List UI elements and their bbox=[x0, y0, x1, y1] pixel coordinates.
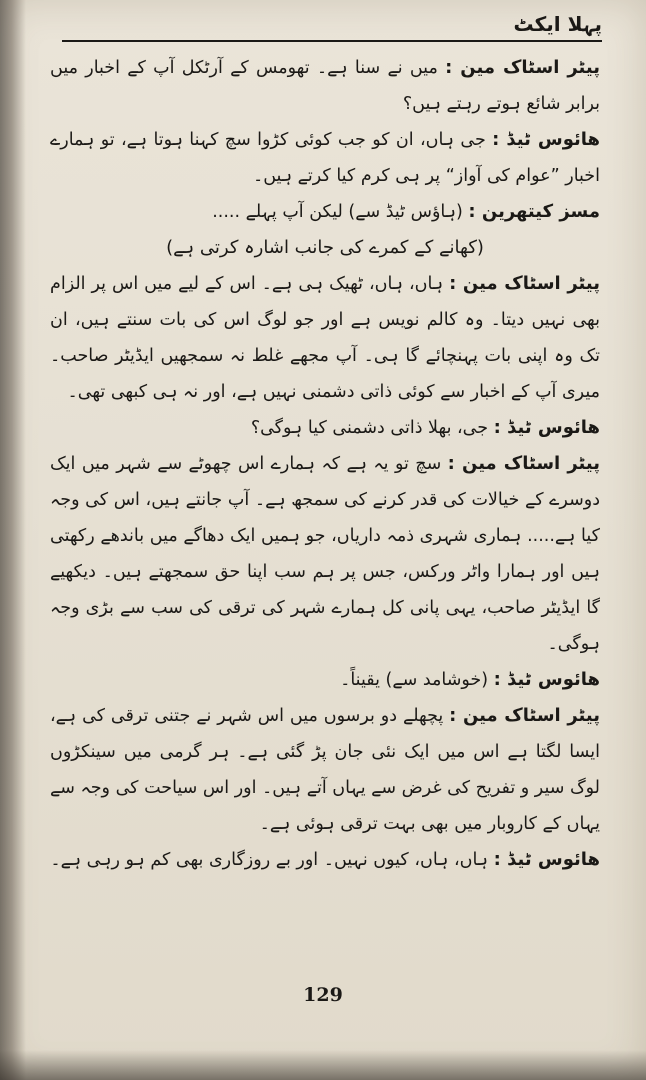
dialogue-paragraph-5 bbox=[50, 266, 600, 410]
dialogue-paragraph-6 bbox=[50, 410, 600, 446]
speaker-name: ھائوس ٹیڈ : bbox=[493, 417, 600, 438]
dialogue-text: ہاں، ہاں، کیوں نہیں۔ اور بے روزگاری بھی کم ہو رہی ہے۔ bbox=[50, 850, 489, 870]
running-head: پہلا ایکٹ bbox=[513, 12, 602, 36]
header-rule bbox=[62, 40, 602, 42]
speaker-name: پیٹر اسٹاک مین : bbox=[449, 273, 601, 294]
dialogue-paragraph-10 bbox=[50, 842, 600, 878]
stage-direction: (کھانے کے کمرے کی جانب اشارہ کرتی ہے) bbox=[166, 237, 484, 258]
dialogue-paragraph-7 bbox=[50, 446, 600, 662]
dialogue-text: (خوشامد سے) یقیناً۔ bbox=[340, 670, 489, 690]
speaker-name: ھائوس ٹیڈ : bbox=[493, 849, 600, 870]
dialogue-paragraph-9 bbox=[50, 698, 600, 842]
dialogue-paragraph-8 bbox=[50, 662, 600, 698]
dialogue-paragraph-3 bbox=[50, 194, 600, 230]
dialogue-paragraph-1 bbox=[50, 50, 600, 122]
speaker-name: پیٹر اسٹاک مین : bbox=[445, 57, 600, 78]
dialogue-text: ہاں، ہاں، ٹھیک ہی ہے۔ اس کے لیے میں اس پر الزام بھی نہیں دیتا۔ وہ کالم نویس ہے اور جو لوگ اس کی بات سنتے ہیں، ان تک وہ اپنی بات پہنچائے گا ہی۔ آپ مجھے غلط نہ سمجھیں ایڈیٹر صاحب۔ میری آپ کے اخبار سے کوئی ذاتی دشمنی نہیں ہے، اور نہ ہی کبھی تھی۔ bbox=[50, 274, 600, 402]
page-header bbox=[62, 6, 602, 42]
page-bottom-shadow bbox=[0, 1050, 646, 1080]
speaker-name: مسز کیتھرین : bbox=[468, 201, 600, 222]
dialogue-text: سچ تو یہ ہے کہ ہمارے اس چھوٹے سے شہر میں ایک دوسرے کے خیالات کی قدر کرنے کی سمجھ ہے۔ آپ جانتے ہیں، اس کی وجہ کیا ہے..... ہماری شہری ذمہ داریاں، جو ہمیں ایک دھاگے میں باندھے رکھتی ہیں اور ہمارا واٹر ورکس، جس پر ہم سب اپنا حق سمجھتے ہیں۔ دیکھیے گا ایڈیٹر صاحب، یہی پانی کل ہمارے شہر کی ترقی کی سب سے بڑی وجہ ہوگی۔ bbox=[50, 454, 600, 654]
dialogue-text: (ہاؤس ٹیڈ سے) لیکن آپ پہلے ..... bbox=[212, 202, 463, 222]
dialogue-text: جی ہاں، ان کو جب کوئی کڑوا سچ کہنا ہوتا ہے، تو ہمارے اخبار ”عوام کی آواز“ پر ہی کرم کیا کرتے ہیں۔ bbox=[50, 130, 600, 186]
speaker-name: پیٹر اسٹاک مین : bbox=[449, 705, 600, 726]
speaker-name: ھائوس ٹیڈ : bbox=[492, 129, 600, 150]
dialogue-text: جی، بھلا ذاتی دشمنی کیا ہوگی؟ bbox=[250, 418, 489, 438]
dialogue-text: میں نے سنا ہے۔ تھومس کے آرٹکل آپ کے اخبار میں برابر شائع ہوتے رہتے ہیں؟ bbox=[50, 58, 600, 114]
dialogue-text: پچھلے دو برسوں میں اس شہر نے جتنی ترقی کی ہے، ایسا لگتا ہے اس میں ایک نئی جان پڑ گئی ہے۔ ہر گرمی میں سینکڑوں لوگ سیر و تفریح کی غرض سے یہاں آتے ہیں۔ اور اس سیاحت کی وجہ سے یہاں کے کاروبار میں بھی بہت ترقی ہوئی ہے۔ bbox=[50, 706, 600, 834]
page-number: 129 bbox=[303, 984, 343, 1006]
page-gutter-shadow bbox=[0, 0, 26, 1080]
play-text bbox=[50, 50, 600, 878]
speaker-name: پیٹر اسٹاک مین : bbox=[447, 453, 600, 474]
dialogue-paragraph-2 bbox=[50, 122, 600, 194]
speaker-name: ھائوس ٹیڈ : bbox=[493, 669, 600, 690]
